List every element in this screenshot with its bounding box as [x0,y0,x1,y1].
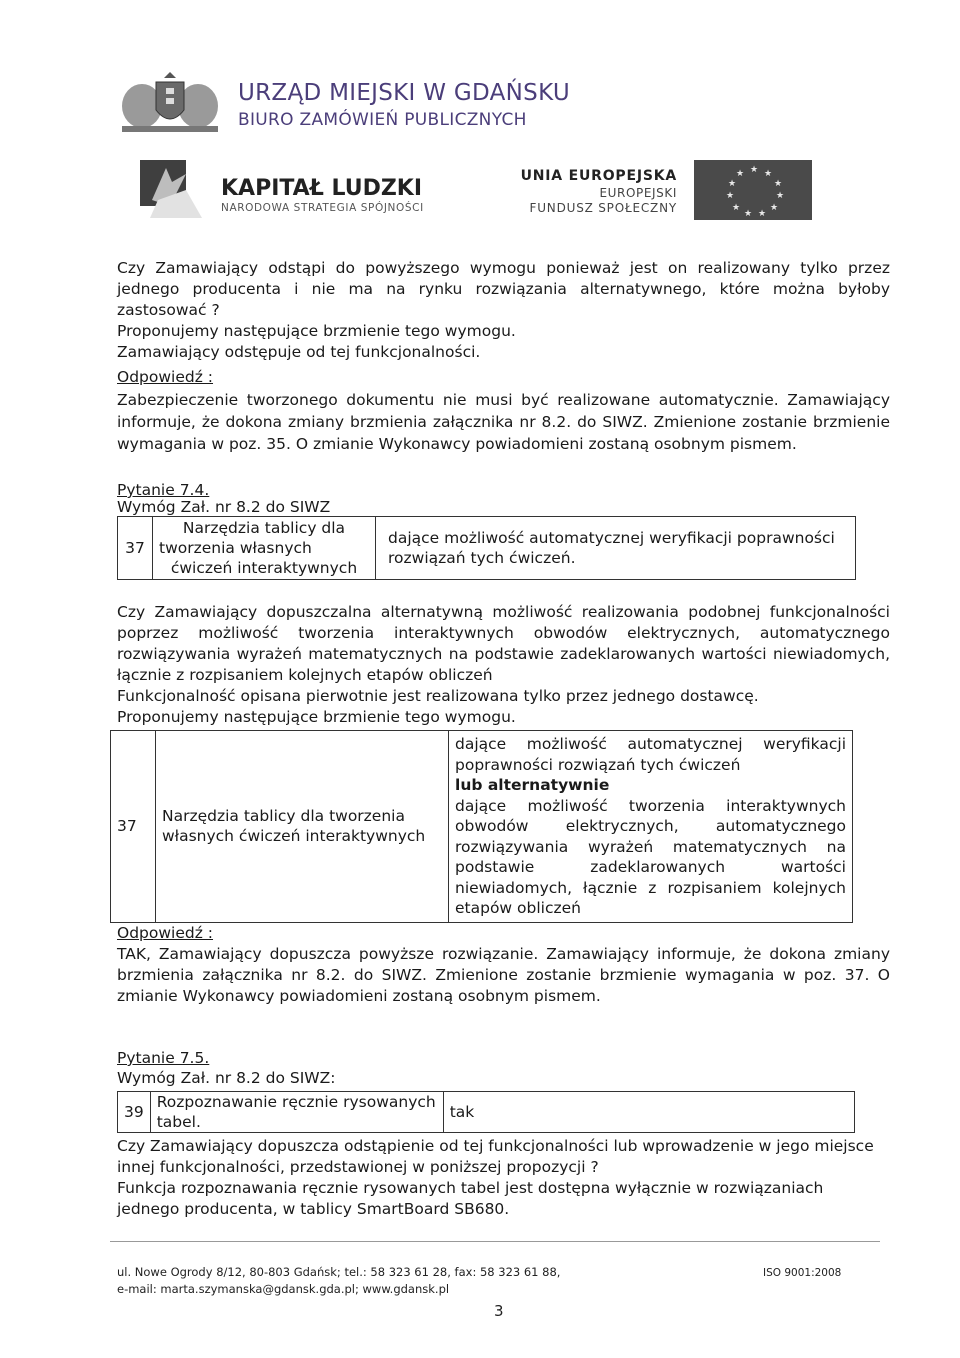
description-alternative-label: lub alternatywnie [455,776,610,794]
requirement-reference-7-5: Wymóg Zał. nr 8.2 do SIWZ: [117,1069,336,1087]
footer-iso: ISO 9001:2008 [763,1267,842,1279]
requirement-name-line: Rozpoznawanie ręcznie rysowanych [156,1093,436,1111]
requirement-table-39 [117,1091,855,1133]
proposal-line-3: Proponujemy następujące brzmienie tego wymogu. [117,708,516,726]
requirement-description [376,517,856,580]
position-number: 39 [118,1092,151,1133]
city-coat-of-arms [112,72,228,134]
question-paragraph-1: Czy Zamawiający odstąpi do powyższego wymogu ponieważ jest on realizowany tylko przez jednego producenta i nie ma na rynku rozwiązania alternatywnego, które można byłoby zastosować ? [117,259,890,319]
requirement-value: tak [443,1092,854,1133]
requirement-name-line: tworzenia własnych [159,539,312,557]
svg-text:★: ★ [750,165,759,175]
note-paragraph-2: Funkcjonalność opisana pierwotnie jest realizowana tylko przez jednego dostawcę. [117,687,759,705]
svg-text:★: ★ [764,169,773,179]
requirement-name-line: Narzędzia tablicy dla [182,519,346,537]
description-option-b: dające możliwość tworzenia interaktywnych obwodów elektrycznych, automatycznego rozwiązywania wyrażeń matematycznych na podstawie zadeklarowanych wartości niewiadomych, łącznie z rozpisaniem kolejnych etapów obliczeń [455,796,846,917]
requirement-description-line: rozwiązań tych ćwiczeń. [388,549,576,567]
requirement-description-line: dające możliwość automatycznej weryfikacji poprawności [388,529,835,547]
requirement-description [449,731,853,923]
svg-text:★: ★ [728,179,737,189]
question-heading-7-4: Pytanie 7.4. [117,481,210,499]
position-number: 37 [111,731,156,923]
footer-contact: e-mail: marta.szymanska@gdansk.gda.pl; www.gdansk.pl [117,1282,450,1296]
svg-text:★: ★ [732,203,741,213]
requirement-name [150,1092,443,1133]
kapital-ludzki-logo [140,160,202,218]
office-subtitle: BIURO ZAMÓWIEŃ PUBLICZNYCH [238,110,527,130]
question-heading-7-5: Pytanie 7.5. [117,1049,210,1067]
eu-subtitle-2: FUNDUSZ SPOŁECZNY [529,201,677,215]
eu-flag [694,160,812,220]
requirement-name [156,731,449,923]
requirement-table-37 [117,516,856,580]
proposed-requirement-table-37 [110,730,853,923]
svg-text:★: ★ [776,191,785,201]
kapital-ludzki-subtitle: NARODOWA STRATEGIA SPÓJNOŚCI [221,202,424,214]
note-paragraph-3: Funkcja rozpoznawania ręcznie rysowanych tabel jest dostępna wyłącznie w rozwiązaniach jednego producenta, w tablicy SmartBoard SB680. [117,1179,824,1218]
svg-text:★: ★ [770,203,779,213]
answer-label-2: Odpowiedź : [117,924,214,942]
answer-label-1: Odpowiedź : [117,368,214,386]
description-option-a: dające możliwość automatycznej weryfikacji poprawności rozwiązań tych ćwiczeń [455,735,846,774]
kapital-ludzki-title: KAPITAŁ LUDZKI [221,176,423,201]
requirement-name-line: Narzędzia tablicy dla tworzenia [162,807,405,826]
proposal-line-1: Proponujemy następujące brzmienie tego wymogu. [117,322,516,340]
svg-text:★: ★ [774,179,783,189]
answer-paragraph-1: Zabezpieczenie tworzonego dokumentu nie musi być realizowane automatycznie. Zamawiający informuje, że dokona zmiany brzmienia załącznika nr 8.2. do SIWZ. Zmienione zostanie brzmienie wymagania w poz. 35. O zmianie Wykonawcy powiadomieni zostaną osobnym pismem. [117,391,890,453]
footer-divider [110,1241,880,1242]
requirement-reference-7-4: Wymóg Zał. nr 8.2 do SIWZ [117,498,331,516]
answer-paragraph-2: TAK, Zamawiający dopuszcza powyższe rozwiązanie. Zamawiający informuje, że dokona zmiany brzmienia załącznika nr 8.2. do SIWZ. Zmienione zostanie brzmienie wymagania w poz. 37. O zmianie Wykonawcy powiadomieni zostaną osobnym pismem. [117,945,890,1005]
question-paragraph-2: Czy Zamawiający dopuszczalna alternatywną możliwość realizowania podobnej funkcjonalności poprzez możliwość tworzenia interaktywnych obwodów elektrycznych, automatycznego rozwiązywania wyrażeń matematycznych na podstawie zadeklarowanych wartości niewiadomych, łącznie z rozpisaniem kolejnych etapów obliczeń [117,603,890,684]
svg-text:★: ★ [758,209,767,219]
footer-address: ul. Nowe Ogrody 8/12, 80-803 Gdańsk; tel.: 58 323 61 28, fax: 58 323 61 88, [117,1265,561,1279]
eu-title: UNIA EUROPEJSKA [520,168,677,184]
proposal-line-2: Zamawiający odstępuje od tej funkcjonalności. [117,343,481,361]
svg-text:★: ★ [726,191,735,201]
eu-subtitle-1: EUROPEJSKI [599,186,677,200]
question-paragraph-3: Czy Zamawiający dopuszcza odstąpienie od tej funkcjonalności lub wprowadzenie w jego miejsce innej funkcjonalności, przedstawionej w poniższej propozycji ? [117,1137,874,1176]
page-number: 3 [494,1302,504,1320]
svg-text:★: ★ [744,209,753,219]
svg-text:★: ★ [736,169,745,179]
requirement-name-line: tabel. [156,1113,201,1131]
office-name: URZĄD MIEJSKI W GDAŃSKU [238,80,570,106]
requirement-name-line: własnych ćwiczeń interaktywnych [162,827,426,846]
position-number: 37 [118,517,153,580]
requirement-name-line: ćwiczeń interaktywnych [170,559,358,577]
requirement-name [153,517,376,580]
